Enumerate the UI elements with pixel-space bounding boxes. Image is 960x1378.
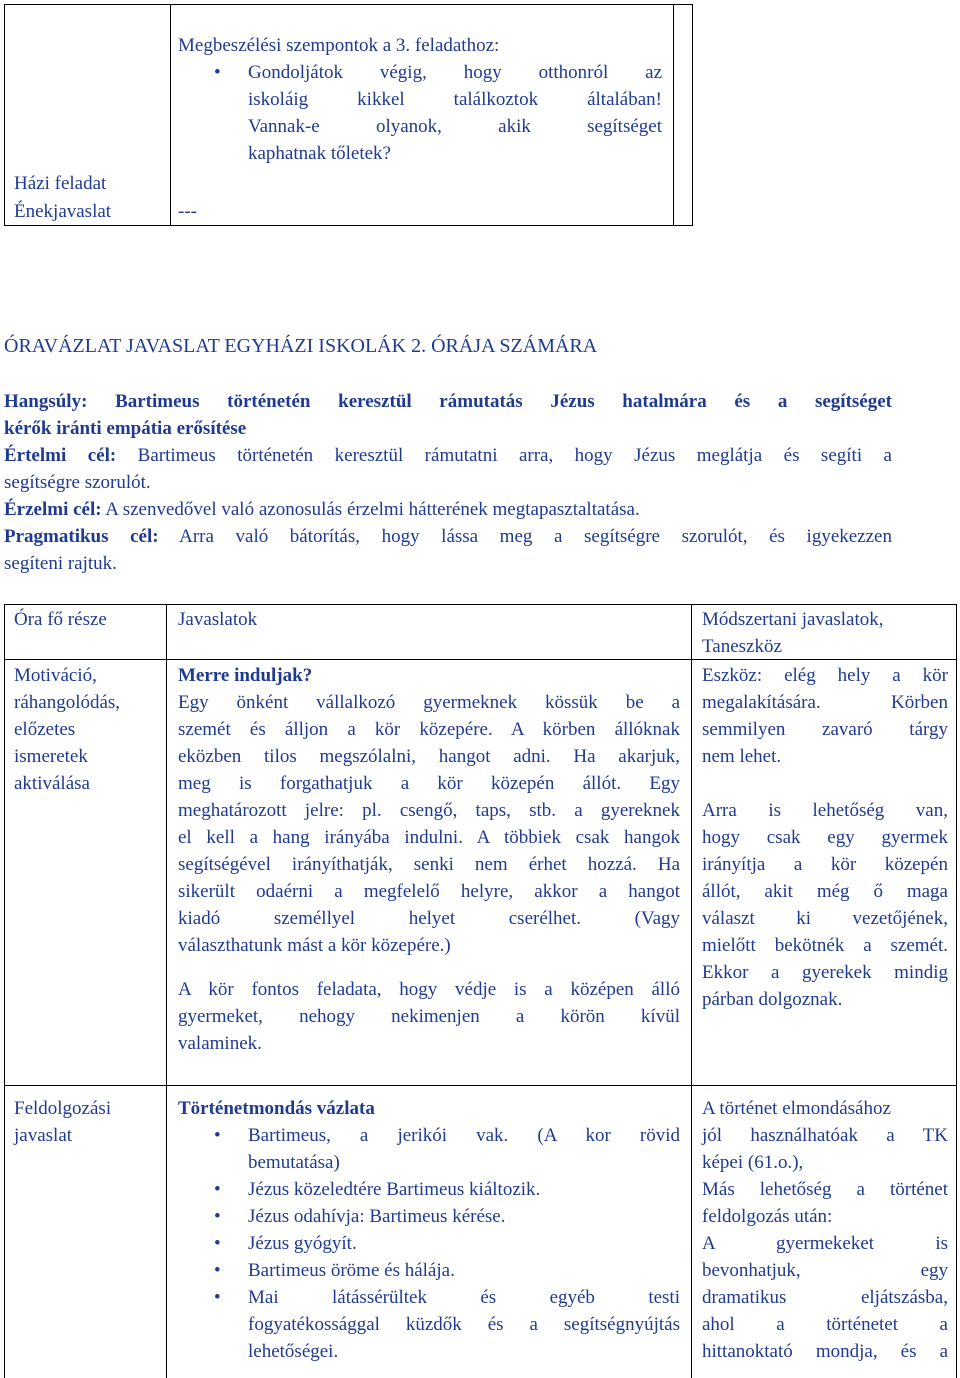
row1-method-line: Ekkor a gyerekek mindig xyxy=(702,962,948,983)
homework-label: Házi feladat xyxy=(14,173,107,194)
row1-para1-line: kiadó személlyel helyet cserélhet. (Vagy xyxy=(178,908,680,929)
row1-para1-line: meghatározott jelre: pl. csengő, taps, stb. a gyereknek xyxy=(178,800,680,821)
row2-method xyxy=(702,1095,948,1365)
row1-method-line: semmilyen zavaró tárgy xyxy=(702,719,948,740)
row1-method-line: megalakítására. Körben xyxy=(702,692,948,713)
lesson-table-row-divider xyxy=(4,1085,956,1086)
intellectual-text: Bartimeus történetén keresztül rámutatni arra, hogy Jézus meglátja és segíti a xyxy=(137,445,892,466)
emphasis-line: kérők iránti empátia erősítése xyxy=(4,418,247,439)
row1-method-line: párban dolgoznak. xyxy=(702,989,843,1010)
row1-para1-line: eközben tilos megszólalni, hangot adni. Ha akarjuk, xyxy=(178,746,680,767)
row2-part-line: javaslat xyxy=(14,1125,73,1146)
lesson-table-col-divider-1 xyxy=(166,604,167,1378)
story-outline-item xyxy=(178,1203,680,1230)
discussion-bullet xyxy=(178,59,662,167)
discussion-line: • Gondoljátok végig, hogy otthonról az xyxy=(248,62,662,83)
row1-part-line: ráhangolódás, xyxy=(14,692,121,713)
row2-method-line: dramatikus eljátszásba, xyxy=(702,1287,948,1308)
row1-method-line: választ ki vezetőjének, xyxy=(702,908,948,929)
top-table-divider-left xyxy=(170,4,171,226)
story-outline-line: bemutatása) xyxy=(248,1152,340,1173)
story-outline-item xyxy=(178,1176,680,1203)
header-method-line: Taneszköz xyxy=(702,636,782,657)
row1-part xyxy=(14,662,159,797)
row1-part-line: ismeretek xyxy=(14,746,88,767)
row1-para2-line: gyermeket, nehogy nekimenjen a körön kívül xyxy=(178,1006,680,1027)
row2-method-line: Más lehetőség a történet xyxy=(702,1179,948,1200)
goals-block xyxy=(4,388,892,577)
page-heading: ÓRAVÁZLAT JAVASLAT EGYHÁZI ISKOLÁK 2. ÓRÁJA SZÁMÁRA xyxy=(4,335,598,357)
story-outline-line: • Bartimeus öröme és hálája. xyxy=(248,1260,455,1281)
emotional-line xyxy=(4,496,892,523)
row1-para1-line: választhatunk mást a kör közepére.) xyxy=(178,935,451,956)
intellectual-line xyxy=(4,442,892,469)
row1-method-line: irányítja a kör közepén xyxy=(702,854,948,875)
lesson-table-top-border xyxy=(4,604,956,605)
lesson-table-right-border xyxy=(956,604,957,1378)
header-method xyxy=(702,606,948,660)
row1-method-line: mielőtt bekötnék a szemét. xyxy=(702,935,948,956)
story-outline-line: • Mai látássérültek és egyéb testi xyxy=(248,1287,680,1308)
row2-part-line: Feldolgozási xyxy=(14,1098,112,1119)
row1-para1-line: Egy önként vállalkozó gyermeknek kössük be a xyxy=(178,692,680,713)
story-outline-item xyxy=(178,1284,680,1365)
row1-method-line: Arra is lehetőség van, xyxy=(702,800,948,821)
row1-method-line: Eszköz: elég hely a kör xyxy=(702,665,948,686)
row1-para2-line: valaminek. xyxy=(178,1033,262,1054)
discussion-line: iskoláig kikkel találkoztok általában! xyxy=(248,89,662,110)
pragmatic-label: Pragmatikus cél: xyxy=(4,526,159,547)
row1-para1-line: sikerült odaérni a megfelelő helyre, akkor a hangot xyxy=(178,881,680,902)
row2-method-line: jól használhatóak a TK xyxy=(702,1125,948,1146)
lesson-table-col-divider-2 xyxy=(691,604,692,1378)
discussion-block xyxy=(178,32,662,167)
row2-method-line: A gyermekeket is xyxy=(702,1233,948,1254)
row2-suggestions xyxy=(178,1095,680,1365)
discussion-list xyxy=(178,59,662,167)
row1-title: Merre induljak? xyxy=(178,665,313,686)
story-outline-line: • Bartimeus, a jerikói vak. (A kor rövid xyxy=(248,1125,680,1146)
pragmatic-text: Arra való bátorítás, hogy lássa meg a segítségre szorulót, és igyekezzen xyxy=(179,526,892,547)
emotional-text: A szenvedővel való azonosulás érzelmi hátterének megtapasztaltatása. xyxy=(105,499,640,520)
story-outline-list xyxy=(178,1122,680,1365)
intellectual-label: Értelmi cél: xyxy=(4,445,117,466)
song-value: --- xyxy=(178,201,197,222)
row1-suggestions xyxy=(178,662,680,1057)
row1-part-line: Motiváció, xyxy=(14,665,97,686)
row2-method-line: hittanoktató mondja, és a xyxy=(702,1341,948,1362)
row1-para1-line: szemét és álljon a kör közepére. A körben állóknak xyxy=(178,719,680,740)
pragmatic-line xyxy=(4,523,892,550)
row1-para1-line: el kell a hang irányába indulni. A többiek csak hangok xyxy=(178,827,680,848)
emphasis-label: Hangsúly: xyxy=(4,391,88,412)
row1-para1-line: segítségével irányíthatják, senki nem érhet hozzá. Ha xyxy=(178,854,680,875)
discussion-line: Vannak-e olyanok, akik segítséget xyxy=(248,116,662,137)
row2-method-line: feldolgozás után: xyxy=(702,1206,833,1227)
lesson-table-left-border xyxy=(4,604,5,1378)
row2-method-line: képei (61.o.), xyxy=(702,1152,804,1173)
story-outline-item xyxy=(178,1230,680,1257)
header-part: Óra fő része xyxy=(14,609,107,630)
row1-part-line: aktiválása xyxy=(14,773,90,794)
row2-part xyxy=(14,1095,159,1149)
story-outline-item xyxy=(178,1257,680,1284)
header-method-line: Módszertani javaslatok, xyxy=(702,609,884,630)
song-label: Énekjavaslat xyxy=(14,201,112,222)
story-outline-line: lehetőségei. xyxy=(248,1341,339,1362)
row1-method-line: hogy csak egy gyermek xyxy=(702,827,948,848)
header-suggestions: Javaslatok xyxy=(178,609,258,630)
story-outline-line: • Jézus odahívja: Bartimeus kérése. xyxy=(248,1206,506,1227)
story-outline-line: • Jézus gyógyít. xyxy=(248,1233,357,1254)
emphasis-text: Bartimeus történetén keresztül rámutatás Jézus hatalmára és a segítséget xyxy=(115,391,893,412)
row2-method-line: A történet elmondásához xyxy=(702,1098,891,1119)
intellectual-line: segítségre szorulót. xyxy=(4,472,151,493)
emphasis-line xyxy=(4,388,892,415)
row2-title: Történetmondás vázlata xyxy=(178,1098,375,1119)
story-outline-line: • Jézus közeledtére Bartimeus kiáltozik. xyxy=(248,1179,541,1200)
row2-method-line: bevonhatjuk, egy xyxy=(702,1260,948,1281)
discussion-line: kaphatnak tőletek? xyxy=(248,143,391,164)
story-outline-line: fogyatékossággal küzdők és a segítségnyújtás xyxy=(248,1314,680,1335)
row1-para2-line: A kör fontos feladata, hogy védje is a középen álló xyxy=(178,979,680,1000)
pragmatic-line: segíteni rajtuk. xyxy=(4,553,117,574)
row1-method-line: nem lehet. xyxy=(702,746,782,767)
top-table-divider-right xyxy=(673,4,674,226)
row1-method xyxy=(702,662,948,1013)
story-outline-item xyxy=(178,1122,680,1176)
discussion-title: Megbeszélési szempontok a 3. feladathoz: xyxy=(178,35,500,56)
row1-part-line: előzetes xyxy=(14,719,76,740)
row2-method-line: ahol a történetet a xyxy=(702,1314,948,1335)
row1-para1-line: meg is forgathatjuk a kör közepén állót. Egy xyxy=(178,773,680,794)
emotional-label: Érzelmi cél: xyxy=(4,499,102,520)
row1-method-line: állót, akit még ő maga xyxy=(702,881,948,902)
